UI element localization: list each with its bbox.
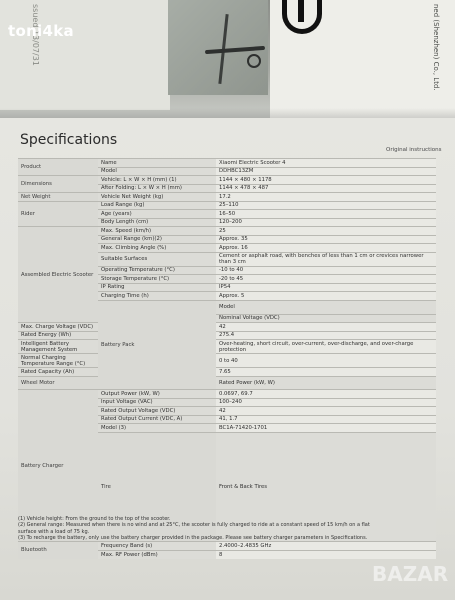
parameter-cell: Model bbox=[98, 167, 216, 176]
original-instructions-label: Original instructions bbox=[386, 147, 442, 153]
table-row bbox=[18, 227, 436, 236]
parameter-cell: Max. Charge Voltage (VDC) bbox=[18, 323, 98, 332]
parameter-cell: Max. Climbing Angle (%) bbox=[98, 244, 216, 253]
parameter-cell: After Folding: L × W × H (mm) bbox=[98, 184, 216, 193]
footnote: (2) General range: Measured when there is no wind and at 25°C, the scooter is fully charged to ride at a constant speed of 15 km/h on a flat bbox=[18, 522, 370, 529]
value-cell: 1144 × 478 × 487 bbox=[216, 184, 436, 193]
parameter-cell: Model (3) bbox=[98, 424, 216, 433]
footnote: (1) Vehicle height: From the ground to the top of the scooter. bbox=[18, 516, 171, 522]
value-cell: 1144 × 480 × 1178 bbox=[216, 176, 436, 185]
row-group-label: Battery Pack bbox=[98, 300, 216, 390]
footnote: (3) To recharge the battery, only use the battery charger provided in the package. Please see battery charger parameters in Specifications. bbox=[18, 534, 368, 541]
table-row bbox=[18, 201, 436, 210]
page-title: Specifications bbox=[20, 132, 118, 148]
row-group-label: Product bbox=[18, 159, 98, 176]
parameter-cell: Age (years) bbox=[98, 210, 216, 219]
table-row bbox=[18, 368, 436, 377]
value-cell: Approx. 5 bbox=[216, 292, 436, 301]
row-group-label: Wheel Motor bbox=[18, 376, 98, 390]
value-cell: 275.4 bbox=[216, 331, 436, 340]
scooter-wheel bbox=[247, 54, 261, 68]
parameter-cell: Charging Time (h) bbox=[98, 292, 216, 301]
background-paper-left-text: ssued 13/07/31 bbox=[31, 4, 40, 66]
footnotes bbox=[18, 516, 438, 541]
value-cell: BC1A-71420-1701 bbox=[216, 424, 436, 433]
parameter-cell: Vehicle: L × W × H (mm) (1) bbox=[98, 176, 216, 185]
parameter-cell: Operating Temperature (°C) bbox=[98, 266, 216, 275]
parameter-cell: Rated Power (kW, W) bbox=[216, 376, 436, 390]
value-cell: 7.65 bbox=[216, 368, 436, 377]
value-cell: -10 to 40 bbox=[216, 266, 436, 275]
value-cell: 42 bbox=[216, 323, 436, 332]
value-cell: DDHBC13ZM bbox=[216, 167, 436, 176]
footnote: surface with a load of 75 kg. bbox=[18, 528, 90, 535]
parameter-cell: Suitable Surfaces bbox=[98, 252, 216, 266]
value-cell: 0.0697, 69.7 bbox=[216, 390, 436, 399]
table-row bbox=[18, 159, 436, 168]
row-group-label: Rider bbox=[18, 201, 98, 227]
parameter-cell: Max. RF Power (dBm) bbox=[98, 550, 216, 559]
value-cell: 41, 1.7 bbox=[216, 415, 436, 424]
value-cell: 25 bbox=[216, 227, 436, 236]
parameter-cell: Nominal Voltage (VDC) bbox=[216, 314, 436, 323]
parameter-cell: Frequency Band (s) bbox=[98, 542, 216, 551]
parameter-cell: Front & Back Tires bbox=[216, 432, 436, 542]
specifications-table-body bbox=[18, 159, 436, 559]
parameter-cell: Load Range (kg) bbox=[98, 201, 216, 210]
value-cell: 120–200 bbox=[216, 218, 436, 227]
table-row bbox=[18, 542, 436, 551]
value-cell: Over-heating, short circuit, over-current, over-discharge, and over-charge protection bbox=[216, 340, 436, 354]
parameter-cell: Storage Temperature (°C) bbox=[98, 275, 216, 284]
value-cell: 17.2 bbox=[216, 193, 436, 202]
value-cell: IP54 bbox=[216, 283, 436, 292]
value-cell: 8 bbox=[216, 550, 436, 559]
row-group-label: Tire bbox=[98, 432, 216, 542]
parameter-cell: Rated Output Voltage (VDC) bbox=[98, 407, 216, 416]
value-cell: Xiaomi Electric Scooter 4 bbox=[216, 159, 436, 168]
row-group-label: Bluetooth bbox=[18, 542, 98, 559]
row-group-label: Dimensions bbox=[18, 176, 98, 193]
value-cell: 42 bbox=[216, 407, 436, 416]
parameter-cell: Body Length (cm) bbox=[98, 218, 216, 227]
specifications-table bbox=[18, 158, 436, 559]
row-group-label: Battery Charger bbox=[18, 390, 98, 542]
table-row bbox=[18, 340, 436, 354]
value-cell: -20 to 45 bbox=[216, 275, 436, 284]
parameter-cell: Rated Capacity (Ah) bbox=[18, 368, 98, 377]
table-row bbox=[18, 176, 436, 185]
background-photo bbox=[0, 0, 455, 118]
parameter-cell: Input Voltage (VAC) bbox=[98, 398, 216, 407]
table-row bbox=[18, 390, 436, 399]
parameter-cell: Model bbox=[216, 300, 436, 314]
table-row bbox=[18, 354, 436, 368]
value-cell: 16–50 bbox=[216, 210, 436, 219]
value-cell: Approx. 35 bbox=[216, 235, 436, 244]
parameter-cell: IP Rating bbox=[98, 283, 216, 292]
parameter-cell: Max. Speed (km/h) bbox=[98, 227, 216, 236]
watermark: toni4ka bbox=[8, 22, 74, 40]
table-row bbox=[18, 323, 436, 332]
parameter-cell: Intelligent Battery Management System bbox=[18, 340, 98, 354]
parameter-cell: Rated Energy (Wh) bbox=[18, 331, 98, 340]
table-row bbox=[18, 376, 436, 390]
value-cell: 0 to 40 bbox=[216, 354, 436, 368]
row-group-label: Net Weight bbox=[18, 193, 98, 202]
row-group-label: Assembled Electric Scooter bbox=[18, 227, 98, 323]
value-cell: 100–240 bbox=[216, 398, 436, 407]
parameter-cell: Rated Output Current (VDC, A) bbox=[98, 415, 216, 424]
parameter-cell: General Range (km)(2) bbox=[98, 235, 216, 244]
background-paper-right-text: ned (Shenzhen) Co., Ltd. bbox=[432, 4, 440, 91]
value-cell: Approx. 16 bbox=[216, 244, 436, 253]
parameter-cell: Normal Charging Temperature Range (°C) bbox=[18, 354, 98, 368]
parameter-cell: Vehicle Net Weight (kg) bbox=[98, 193, 216, 202]
parameter-cell: Output Power (kW, W) bbox=[98, 390, 216, 399]
value-cell: 25–110 bbox=[216, 201, 436, 210]
background-paper-left bbox=[0, 0, 170, 110]
table-row bbox=[18, 193, 436, 202]
value-cell: 2.4000–2.4835 GHz bbox=[216, 542, 436, 551]
parameter-cell: Name bbox=[98, 159, 216, 168]
table-row bbox=[18, 331, 436, 340]
site-logo: BAZAR bbox=[372, 562, 449, 586]
value-cell: Cement or asphalt road, with benches of less than 1 cm or crevices narrower than 3 cm bbox=[216, 252, 436, 266]
